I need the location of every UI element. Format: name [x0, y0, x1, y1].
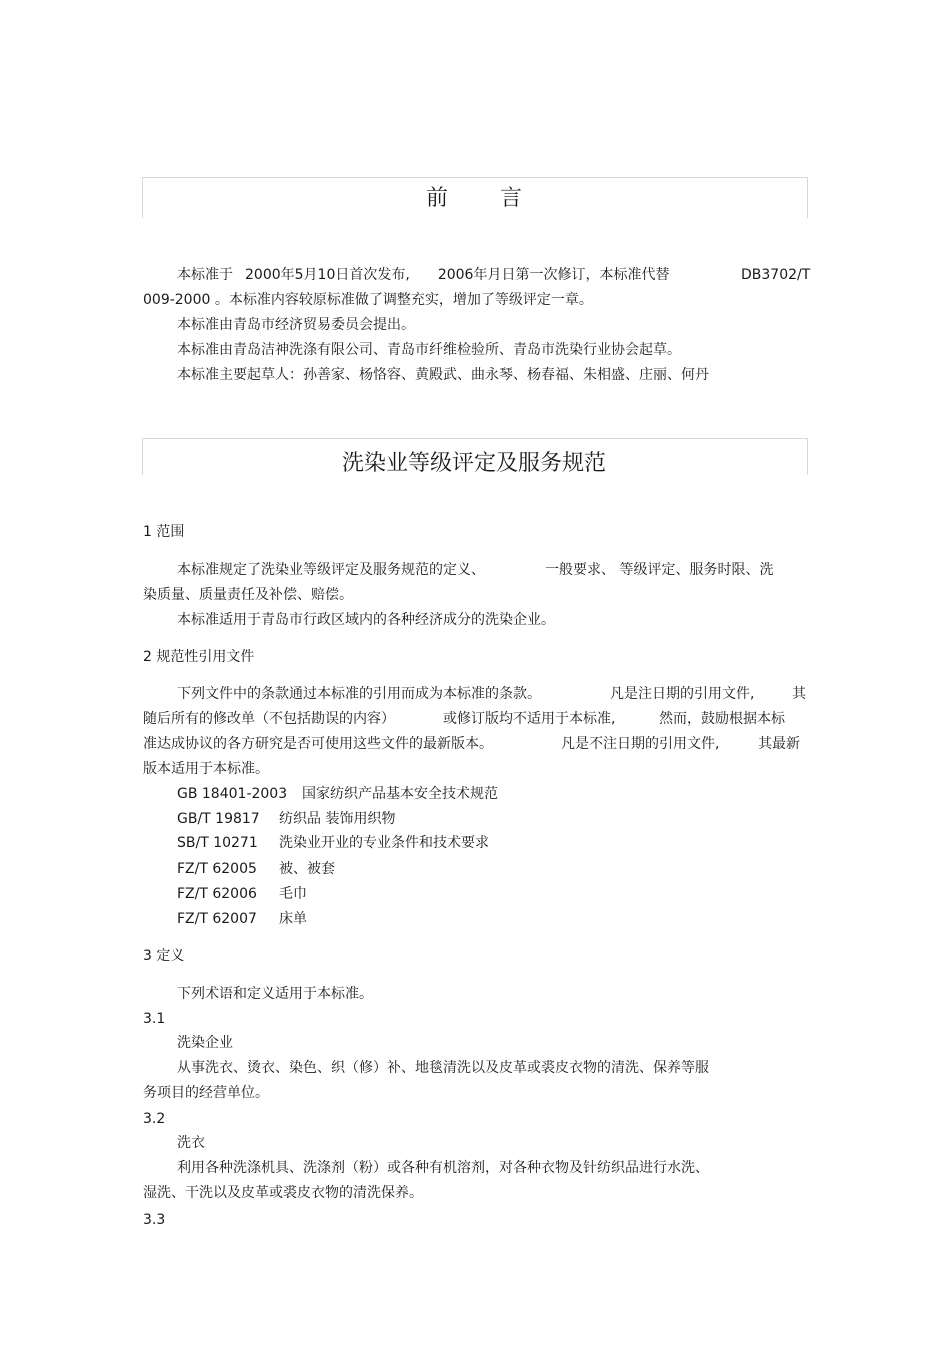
- definition-3-1-term: 洗染企业: [177, 1035, 233, 1051]
- reference-title: 床单: [279, 911, 307, 927]
- reference-code: GB/T 19817: [177, 811, 260, 827]
- preface-para-1-line-2: 009-2000 。本标准内容较原标准做了调整充实，增加了等级评定一章。: [143, 292, 593, 308]
- section-3-heading: 3 定义: [143, 948, 185, 964]
- reference-code: FZ/T 62006: [177, 886, 257, 902]
- reference-title: 国家纺织产品基本安全技术规范: [302, 786, 498, 802]
- section-1-para-1-line-1a: 本标准规定了洗染业等级评定及服务规范的定义、: [177, 562, 485, 578]
- section-1-para-1-line-1b: 一般要求、 等级评定、服务时限、洗: [545, 562, 774, 578]
- section-1-heading: 1 范围: [143, 524, 185, 540]
- section-2-para-line-2a: 随后所有的修改单（不包括勘误的内容）: [143, 711, 395, 727]
- reference-item: [177, 909, 307, 929]
- reference-title: 洗染业开业的专业条件和技术要求: [279, 835, 489, 851]
- reference-item: [177, 784, 498, 804]
- section-2-para-line-1a: 下列文件中的条款通过本标准的引用而成为本标准的条款。: [177, 686, 541, 702]
- section-2-heading: 2 规范性引用文件: [143, 649, 255, 665]
- section-2-para-line-2c: 然而，鼓励根据本标: [659, 711, 785, 727]
- reference-code: SB/T 10271: [177, 835, 258, 851]
- definition-3-2-text-line-1: 利用各种洗涤机具、洗涤剂（粉）或各种有机溶剂，对各种衣物及针纺织品进行水洗、: [177, 1160, 709, 1176]
- definition-3-1-number: 3.1: [143, 1011, 166, 1027]
- section-2-para-line-4: 版本适用于本标准。: [143, 761, 269, 777]
- section-2-para-line-3c: 其最新: [758, 736, 800, 752]
- section-1-para-2: 本标准适用于青岛市行政区域内的各种经济成分的洗染企业。: [177, 612, 555, 628]
- section-1-para-1-line-2: 染质量、质量责任及补偿、赔偿。: [143, 587, 353, 603]
- definition-3-3-number: 3.3: [143, 1212, 166, 1228]
- reference-code: FZ/T 62005: [177, 861, 257, 877]
- preface-para-4: 本标准主要起草人：孙善家、杨恪容、黄殿武、曲永琴、杨春福、朱相盛、庄丽、何丹: [177, 367, 709, 383]
- definition-3-2-number: 3.2: [143, 1111, 166, 1127]
- reference-title: 被、被套: [279, 861, 335, 877]
- section-2-para-line-2b: 或修订版均不适用于本标准,: [443, 711, 616, 727]
- section-3-intro: 下列术语和定义适用于本标准。: [177, 986, 373, 1002]
- preface-para-1-line-1: 本标准于 2000年5月10日首次发布, 2006年月日第一次修订，本标准代替: [177, 267, 670, 283]
- definition-3-1-text-line-1: 从事洗衣、烫衣、染色、织（修）补、地毯清洗以及皮革或裘皮衣物的清洗、保养等服: [177, 1060, 709, 1076]
- reference-item: [177, 833, 489, 853]
- preface-para-3: 本标准由青岛洁神洗涤有限公司、青岛市纤维检验所、青岛市洗染行业协会起草。: [177, 342, 681, 358]
- definition-3-1-text-line-2: 务项目的经营单位。: [143, 1085, 269, 1101]
- reference-item: [177, 884, 307, 904]
- preface-para-2: 本标准由青岛市经济贸易委员会提出。: [177, 317, 415, 333]
- section-2-para-line-1c: 其: [792, 686, 806, 702]
- preface-title-char-1: 前: [425, 186, 448, 211]
- preface-title: [142, 181, 806, 212]
- preface-title-char-2: 言: [500, 186, 523, 211]
- reference-title: 纺织品 装饰用织物: [279, 811, 396, 827]
- reference-code: FZ/T 62007: [177, 911, 257, 927]
- standard-title: 洗染业等级评定及服务规范: [341, 451, 606, 476]
- section-2-para-line-3b: 凡是不注日期的引用文件,: [561, 736, 720, 752]
- reference-item: [177, 809, 395, 829]
- definition-3-2-text-line-2: 湿洗、干洗以及皮革或裘皮衣物的清洗保养。: [143, 1185, 423, 1201]
- preface-para-1-code: DB3702/T: [741, 267, 811, 283]
- reference-title: 毛巾: [279, 886, 307, 902]
- section-2-para-line-3a: 准达成协议的各方研究是否可使用这些文件的最新版本。: [143, 736, 493, 752]
- definition-3-2-term: 洗衣: [177, 1135, 205, 1151]
- reference-code: GB 18401-2003: [177, 786, 288, 802]
- reference-item: [177, 859, 335, 879]
- section-2-para-line-1b: 凡是注日期的引用文件,: [610, 686, 755, 702]
